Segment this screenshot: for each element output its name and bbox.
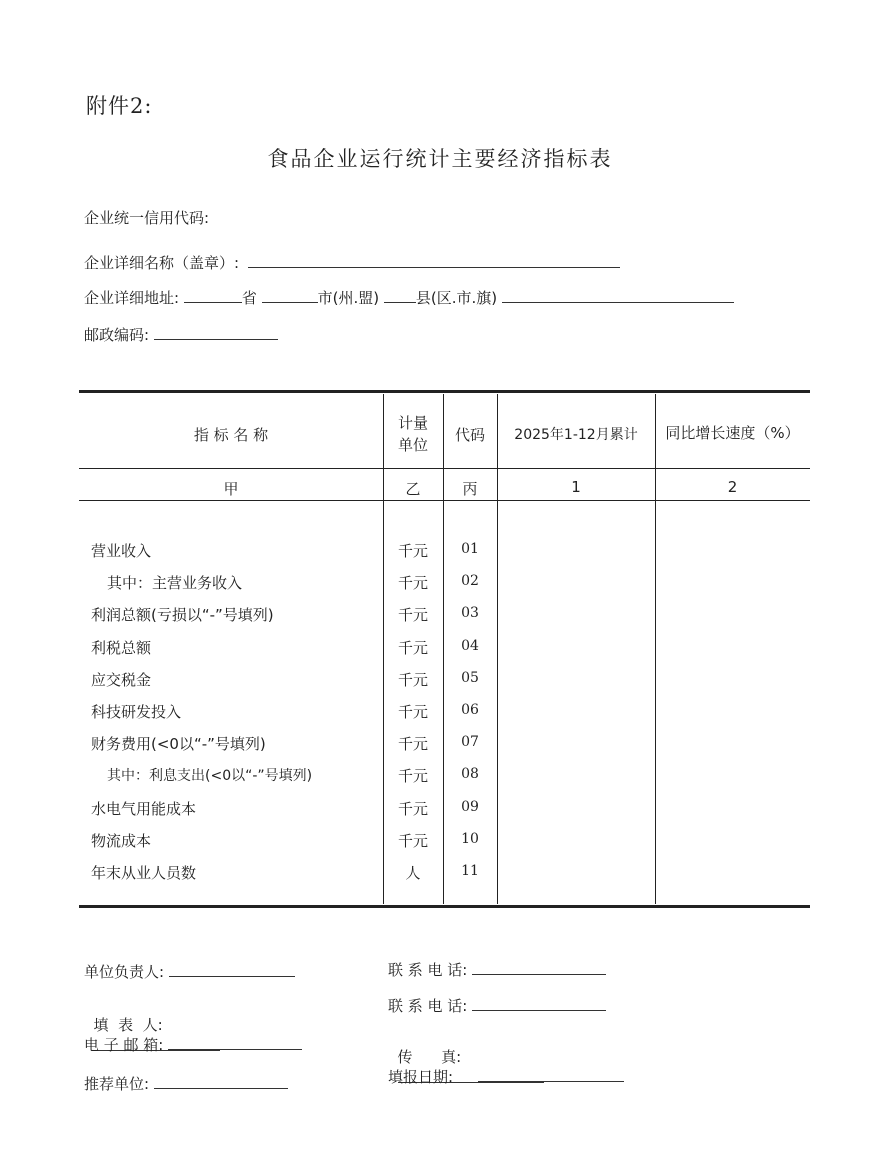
subheader-col2: 2	[727, 478, 738, 496]
row-name-08: 其中：利息支出(<0以“-”号填列)	[107, 768, 313, 784]
county-field[interactable]	[384, 287, 416, 303]
email-field[interactable]	[168, 1034, 302, 1050]
filler-label: 填 表 人:	[93, 1016, 163, 1034]
row-code-06: 06	[461, 702, 479, 718]
indicator-table	[79, 390, 810, 908]
row-code-09: 09	[461, 799, 479, 815]
phone2-row	[388, 995, 606, 1016]
col-divider	[497, 394, 498, 904]
row-name-04: 利税总额	[91, 639, 152, 657]
postal-field[interactable]	[154, 324, 278, 340]
phone2-field[interactable]	[472, 995, 606, 1011]
report-date-field[interactable]	[478, 1066, 624, 1082]
row-code-02: 02	[461, 573, 479, 589]
header-divider	[79, 468, 810, 469]
enterprise-name-row	[84, 252, 620, 273]
header-cumulative: 2025年1-12月累计	[514, 427, 638, 443]
enterprise-address-row	[84, 287, 734, 308]
city-label: 市(州.盟)	[317, 289, 380, 307]
row-name-06: 科技研发投入	[91, 703, 182, 721]
person-in-charge-field[interactable]	[169, 961, 295, 977]
row-unit-10: 千元	[397, 832, 428, 850]
person-in-charge-row	[84, 961, 295, 982]
row-unit-11: 人	[405, 864, 421, 882]
row-unit-06: 千元	[397, 703, 428, 721]
recommender-row	[84, 1073, 288, 1094]
row-code-08: 08	[461, 766, 479, 782]
row-name-07: 财务费用(<0以“-”号填列)	[91, 735, 266, 753]
row-code-03: 03	[461, 605, 479, 621]
row-code-04: 04	[461, 638, 479, 654]
phone2-label: 联 系 电 话:	[388, 997, 468, 1015]
recommender-field[interactable]	[154, 1073, 288, 1089]
subheader-unit: 乙	[405, 480, 421, 498]
row-unit-01: 千元	[397, 542, 428, 560]
header-code: 代码	[454, 426, 485, 444]
header-indicator-name: 指 标 名 称	[193, 426, 269, 444]
row-name-05: 应交税金	[91, 671, 152, 689]
attachment-label: 附件2:	[86, 94, 153, 118]
enterprise-name-label: 企业详细名称（盖章）:	[84, 254, 240, 272]
row-code-07: 07	[461, 734, 479, 750]
row-name-01: 营业收入	[91, 542, 152, 560]
city-field[interactable]	[262, 287, 318, 303]
row-name-11: 年末从业人员数	[91, 864, 197, 882]
row-code-10: 10	[461, 831, 479, 847]
row-unit-04: 千元	[397, 639, 428, 657]
row-name-03: 利润总额(亏损以“-”号填列)	[91, 606, 274, 624]
header-unit-line1: 计量	[397, 414, 428, 432]
province-field[interactable]	[184, 287, 242, 303]
phone1-row	[388, 959, 606, 980]
row-unit-03: 千元	[397, 606, 428, 624]
row-code-05: 05	[461, 670, 479, 686]
address-detail-field[interactable]	[502, 287, 734, 303]
subheader-col1: 1	[571, 478, 581, 496]
address-label: 企业详细地址:	[84, 289, 180, 307]
email-label: 电 子 邮 箱:	[84, 1036, 164, 1054]
row-name-09: 水电气用能成本	[91, 800, 197, 818]
table-top-border	[79, 390, 810, 393]
row-unit-08: 千元	[397, 767, 428, 785]
report-date-label: 填报日期:	[388, 1068, 454, 1086]
credit-code-label: 企业统一信用代码:	[84, 209, 210, 227]
phone1-label: 联 系 电 话:	[388, 961, 468, 979]
row-name-02: 其中：主营业务收入	[107, 574, 243, 592]
postal-row	[84, 324, 278, 345]
row-name-10: 物流成本	[91, 832, 152, 850]
row-code-11: 11	[461, 863, 479, 879]
row-unit-09: 千元	[397, 800, 428, 818]
recommender-label: 推荐单位:	[84, 1075, 150, 1093]
subheader-code: 丙	[462, 480, 478, 498]
person-in-charge-label: 单位负责人:	[84, 963, 165, 981]
header-unit-line2: 单位	[397, 436, 428, 454]
row-code-01: 01	[461, 541, 479, 557]
header-unit	[383, 412, 443, 456]
enterprise-name-field[interactable]	[248, 252, 620, 268]
report-date-row	[388, 1066, 624, 1087]
subheader-divider	[79, 500, 810, 501]
row-unit-07: 千元	[397, 735, 428, 753]
subheader-name: 甲	[223, 480, 239, 498]
county-label: 县(区.市.旗)	[415, 289, 498, 307]
row-unit-02: 千元	[397, 574, 428, 592]
phone1-field[interactable]	[472, 959, 606, 975]
page-title: 食品企业运行统计主要经济指标表	[267, 147, 613, 171]
email-row	[84, 1034, 302, 1055]
fax-label: 传 真:	[397, 1048, 462, 1066]
row-unit-05: 千元	[397, 671, 428, 689]
header-growth: 同比增长速度（%）	[665, 424, 800, 442]
postal-label: 邮政编码:	[84, 326, 150, 344]
col-divider	[655, 394, 656, 904]
province-label: 省	[241, 289, 257, 307]
table-bottom-border	[79, 905, 810, 908]
